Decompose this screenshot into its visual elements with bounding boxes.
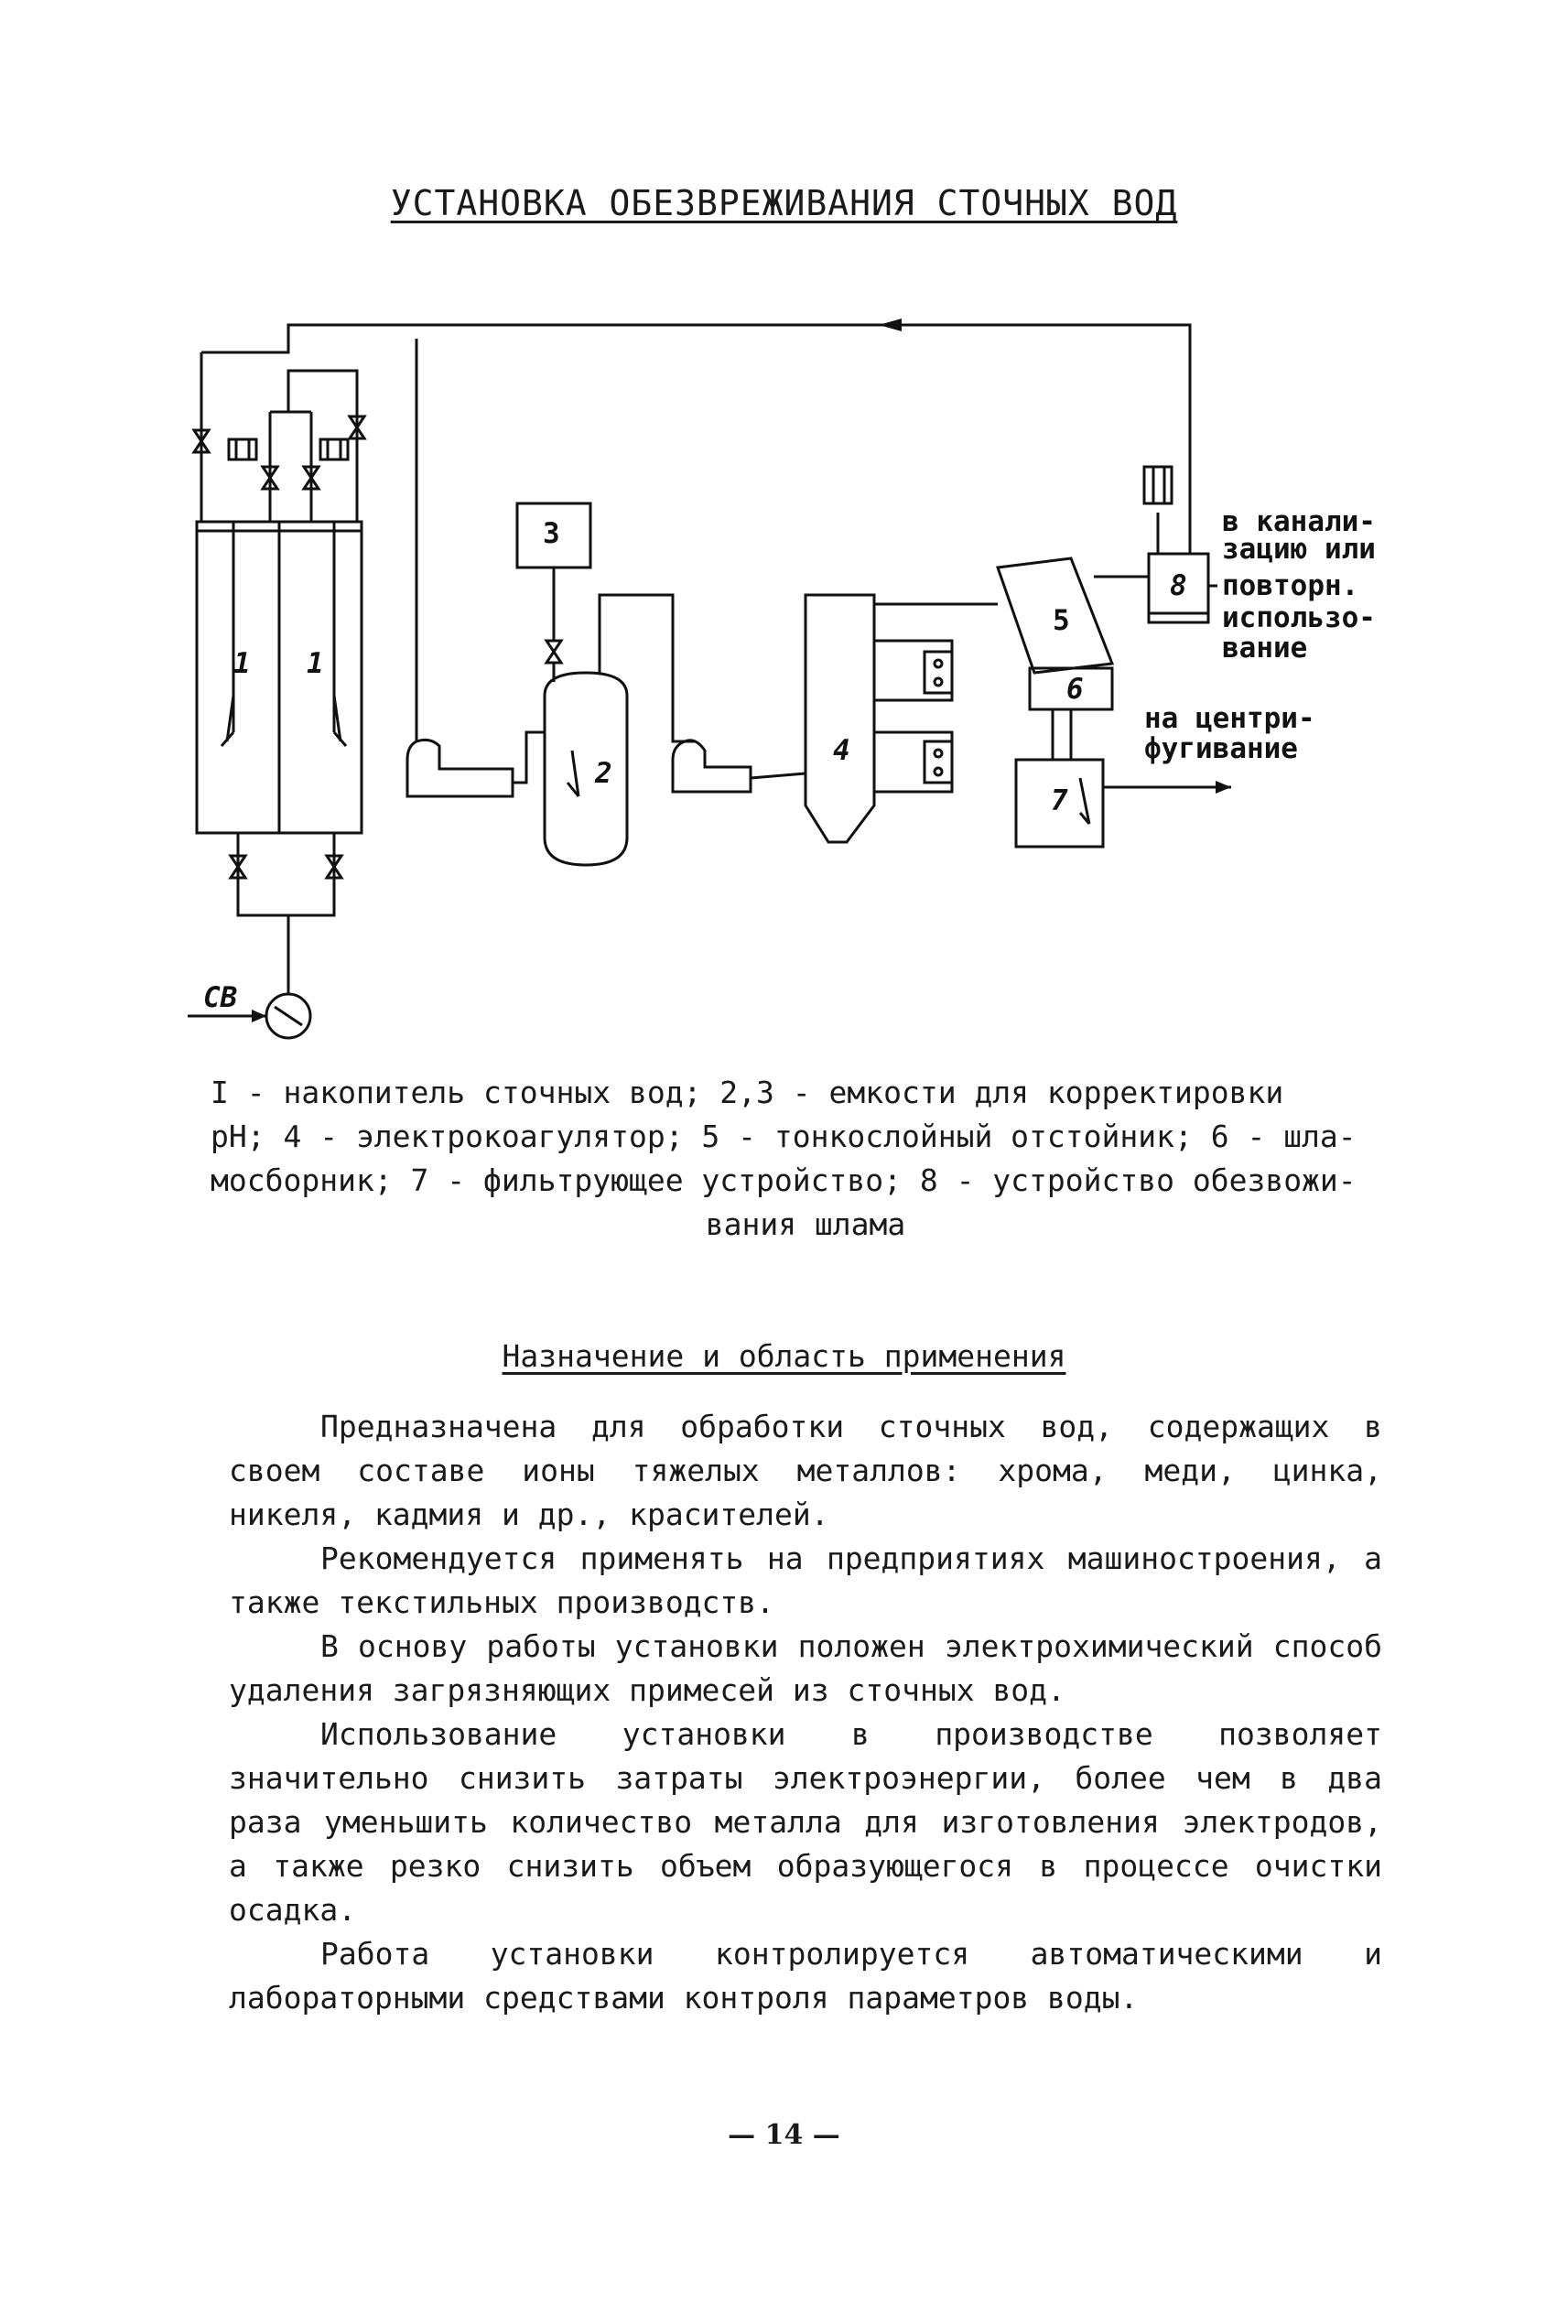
diagram-legend — [211, 1071, 1400, 1247]
paragraph: Использование установки в производстве позволяет значительно снизить затраты электроэнергии, более чем в два раза уменьшить количество металла для изготовления электродов, а также резко снизить объем образующегося в процессе очистки осадка. — [229, 1716, 1382, 1928]
legend-line: мосборник; 7 - фильтрующее устройство; 8 - устройство обезвожи- — [211, 1162, 1357, 1198]
outlet-sewer-line-2: зацию или — [1222, 533, 1376, 566]
section-heading: Назначение и область применения — [502, 1338, 1066, 1374]
label-1a: 1 — [233, 647, 251, 680]
section-body — [229, 1405, 1382, 2020]
pump-a — [407, 740, 513, 796]
label-8: 8 — [1170, 569, 1187, 602]
outlet-sewer-line-1: в канали- — [1222, 505, 1376, 538]
flow-arrow-icon — [879, 319, 902, 331]
outlet-sewer-line-5: вание — [1222, 632, 1308, 665]
paragraph: Работа установки контролируется автоматическими и лабораторными средствами контроля параметров воды. — [229, 1936, 1382, 2016]
label-1b: 1 — [307, 647, 324, 680]
label-3: 3 — [543, 517, 560, 550]
page-number: — 14 — — [728, 2119, 840, 2151]
label-2: 2 — [595, 757, 612, 790]
label-4: 4 — [833, 734, 850, 767]
process-diagram — [0, 0, 1568, 1053]
legend-line: I - накопитель сточных вод; 2,3 - емкости для корректировки — [211, 1075, 1284, 1110]
paragraph: В основу работы установки положен электрохимический способ удаления загрязняющих примесей из сточных вод. — [229, 1628, 1382, 1708]
sensor-icon — [229, 439, 256, 459]
outlet-sewer-line-3: повторн. — [1222, 569, 1359, 602]
outlet-centrifuge-line-1: на центри- — [1144, 702, 1315, 735]
paragraph: Предназначена для обработки сточных вод, содержащих в своем составе ионы тяжелых металлов: хрома, меди, цинка, никеля, кадмия и др., красителей. — [229, 1409, 1382, 1532]
inlet-label: СВ — [203, 981, 238, 1014]
electrocoagulator-4 — [806, 595, 874, 842]
pump-b — [673, 740, 751, 792]
sensor-icon — [1144, 467, 1172, 503]
recirculation-line — [288, 325, 1190, 554]
label-7: 7 — [1051, 784, 1068, 817]
tank-2 — [545, 673, 627, 865]
sensor-icon — [320, 439, 348, 459]
page-title: УСТАНОВКА ОБЕЗВРЕЖИВАНИЯ СТОЧНЫХ ВОД — [390, 183, 1178, 223]
label-5: 5 — [1053, 604, 1070, 637]
valve-icon — [546, 641, 561, 663]
outlet-centrifuge-line-2: фугивание — [1144, 732, 1298, 765]
legend-line: вания шлама — [705, 1206, 906, 1242]
paragraph: Рекомендуется применять на предприятиях машиностроения, а также текстильных производств. — [229, 1540, 1382, 1620]
outlet-sewer-line-4: использо- — [1222, 601, 1376, 634]
legend-line: pH; 4 - электрокоагулятор; 5 - тонкослойный отстойник; 6 - шла- — [211, 1119, 1357, 1154]
label-6: 6 — [1066, 673, 1084, 706]
